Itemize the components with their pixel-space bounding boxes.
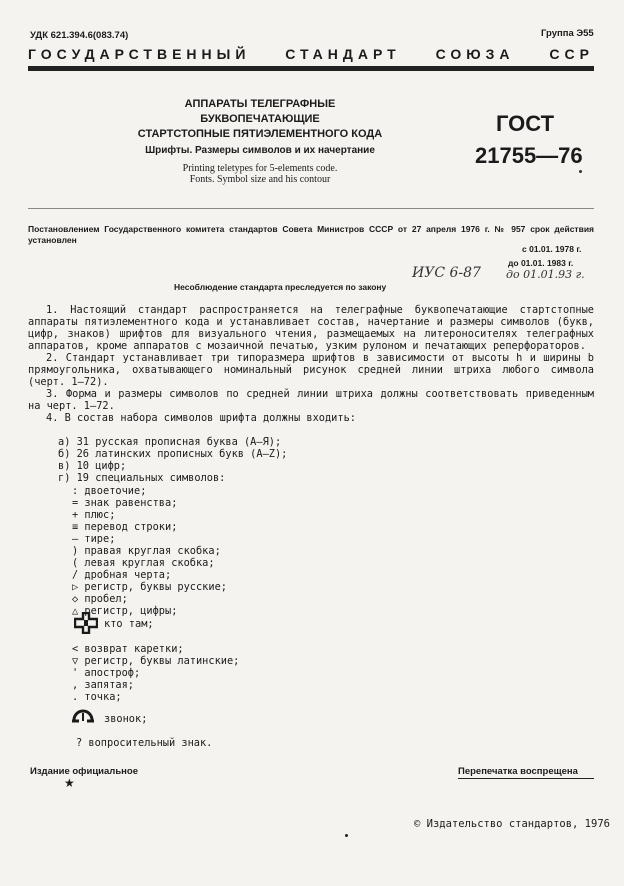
state-header: [28, 46, 594, 62]
symbol-item: ) правая круглая скобка;: [72, 545, 221, 557]
symbol-item: / дробная черта;: [72, 569, 172, 581]
composition-list: [58, 436, 287, 484]
list-item: в) 10 цифр;: [58, 460, 127, 472]
symbol-item: < возврат каретки;: [72, 643, 184, 655]
state-word-1: ГОСУДАРСТВЕННЫЙ: [28, 46, 251, 62]
symbol-item: + плюс;: [72, 509, 116, 521]
symbol-item: : двоеточие;: [72, 485, 147, 497]
list-item: а) 31 русская прописная буква (А—Я);: [58, 436, 282, 448]
reprint-rule: [458, 778, 594, 779]
violation-notice: Несоблюдение стандарта преследуется по закону: [174, 282, 387, 292]
gost-block: [475, 108, 583, 172]
symbol-item: ≡ перевод строки;: [72, 521, 178, 533]
gost-label: ГОСТ: [495, 111, 555, 136]
list-item: г) 19 специальных символов:: [58, 472, 226, 484]
official-edition: Издание официальное: [30, 766, 138, 777]
date-to: до 01.01. 1983 г.: [508, 258, 574, 268]
title-line-2: БУКВОПЕЧАТАЮЩИЕ: [200, 113, 320, 125]
state-word-4: ССР: [549, 46, 594, 62]
document-title: [110, 97, 410, 142]
group-code: Группа Э55: [541, 28, 594, 39]
symbol-item: △ регистр, цифры;: [72, 605, 178, 617]
reprint-prohibited: Перепечатка воспрещена: [458, 766, 578, 777]
copyright: © Издательство стандартов, 1976: [414, 818, 610, 830]
symbol-item: кто там;: [104, 618, 154, 630]
document-subtitle: Шрифты. Размеры символов и их начертание: [145, 145, 375, 156]
body-text: [28, 304, 594, 424]
symbol-item: ◇ пробел;: [72, 593, 128, 605]
gost-number: 21755—76: [475, 143, 583, 168]
paragraph-2: 2. Стандарт устанавливает три типоразмера шрифтов в зависимости от высоты h и ширины b прямоугольника, охватывающего номинальный рисунок средней линии штриха любого символа (черт. 1—72).: [28, 352, 594, 388]
decree-text: Постановлением Государственного комитета стандартов Совета Министров СССР от 27 апреля 1976 г. № 957 срок действия установлен: [28, 224, 594, 245]
ink-dot: [345, 834, 348, 837]
bell-icon: [70, 707, 96, 725]
title-line-3: СТАРТСТОПНЫЕ ПЯТИЭЛЕМЕНТНОГО КОДА: [137, 128, 383, 140]
list-item: б) 26 латинских прописных букв (A—Z);: [58, 448, 288, 460]
who-is-there-icon: [74, 612, 98, 634]
symbol-item: ( левая круглая скобка;: [72, 557, 215, 569]
handwritten-ius: ИУС 6-87: [412, 265, 481, 281]
paragraph-3: 3. Форма и размеры символов по средней линии штриха должны соответствовать приведенным на черт. 1—72.: [28, 388, 594, 412]
english-title: [110, 163, 410, 185]
symbol-item: ▷ регистр, буквы русские;: [72, 581, 227, 593]
symbol-item: . точка;: [72, 691, 122, 703]
paragraph-1: 1. Настоящий стандарт распространяется на телеграфные буквопечатающие стартстопные аппараты пятиэлементного кода и устанавливает состав, начертание и размеры символов (букв, цифр, знаков) шрифтов для визуального чтения, размещаемых на литероносителях телеграфных аппаратов, кроме аппаратов с мозаичной печатью, узким рулоном и печатающих реперфораторов.: [28, 304, 594, 352]
english-line-1: Printing teletypes for 5-elements code.: [182, 163, 338, 174]
star-icon: ★: [64, 776, 75, 790]
paragraph-4: 4. В состав набора символов шрифта должны входить:: [46, 412, 356, 424]
symbol-item: — тире;: [72, 533, 116, 545]
section-rule: [28, 208, 594, 209]
udk-code: УДК 621.394.6(083.74): [30, 30, 129, 41]
symbol-item: ' апостроф;: [72, 667, 141, 679]
symbol-item: ? вопросительный знак.: [76, 737, 213, 749]
header-rule: [28, 66, 594, 71]
symbol-item: ▽ регистр, буквы латинские;: [72, 655, 240, 667]
state-word-2: СТАНДАРТ: [285, 46, 401, 62]
symbol-item: звонок;: [104, 713, 148, 725]
state-word-3: СОЮЗА: [435, 46, 515, 62]
handwritten-date: до 01.01.93 г.: [506, 268, 585, 281]
date-from: с 01.01. 1978 г.: [522, 244, 582, 254]
title-line-1: АППАРАТЫ ТЕЛЕГРАФНЫЕ: [184, 98, 336, 110]
symbol-item: , запятая;: [72, 679, 134, 691]
english-line-2: Fonts. Symbol size and his contour: [189, 174, 331, 185]
symbol-item: = знак равенства;: [72, 497, 178, 509]
ink-dot: [579, 170, 582, 173]
